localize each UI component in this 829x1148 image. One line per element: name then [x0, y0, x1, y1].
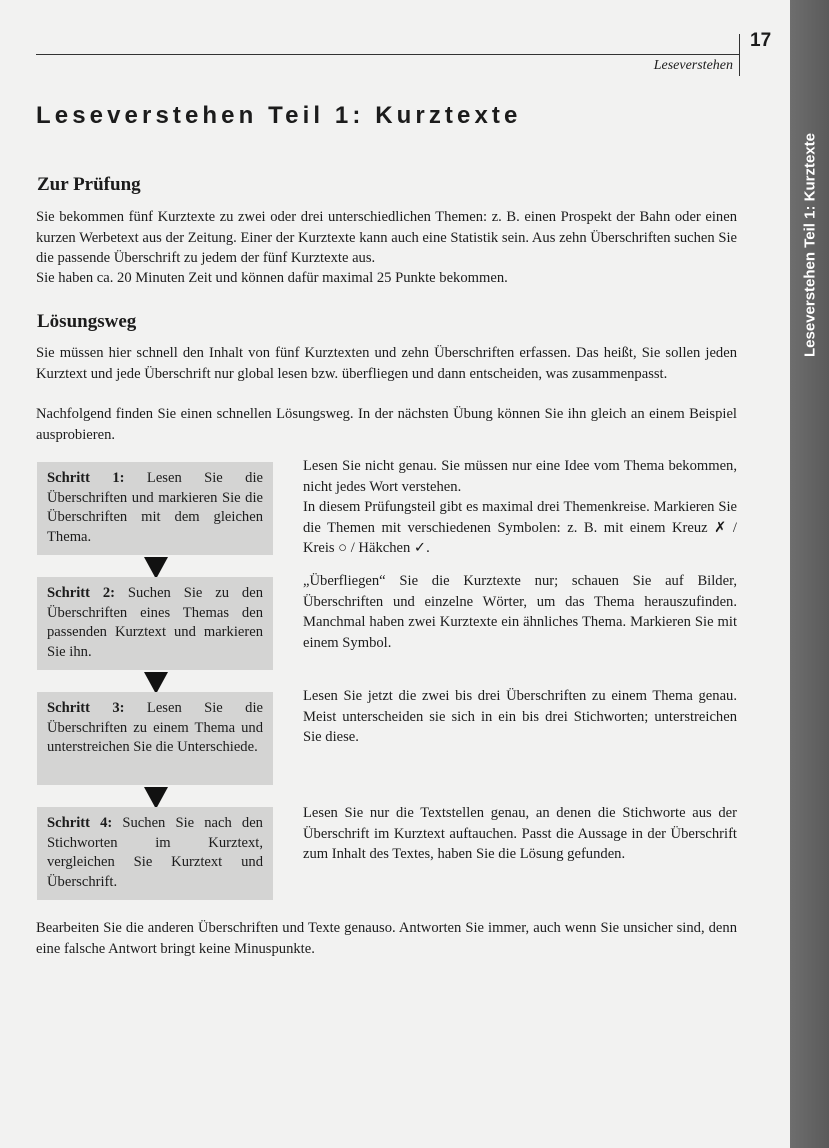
- step-label: Schritt 3:: [47, 700, 125, 716]
- step-explanation-4: Lesen Sie nur die Textstellen genau, an denen die Stichworte aus der Überschrift im Kurztext auftauchen. Passt die Aussage in der Überschrift zum Inhalt des Textes, haben Sie die Lösung gefunden.: [303, 805, 737, 863]
- step-label: Schritt 2:: [47, 585, 115, 601]
- page-title: Leseverstehen Teil 1: Kurztexte: [36, 102, 522, 129]
- header-rule: [36, 54, 740, 55]
- step-instruction: Suchen Sie nach den Stichworten im Kurztext, vergleichen Sie Kurztext und Überschrift.: [47, 815, 263, 890]
- step-box-1: [37, 462, 273, 555]
- down-arrow-icon: [144, 557, 168, 579]
- step-explanation-2: „Überfliegen“ Sie die Kurztexte nur; schauen Sie auf Bilder, Überschriften und einzelne Wörter, um das Thema herauszufinden. Manchmal haben zwei Kurztexte ein ähnliches Thema. Markieren Sie mit einem Symbol.: [303, 573, 737, 651]
- header-divider: [739, 34, 740, 76]
- pruefung-paragraph-1: Sie bekommen fünf Kurztexte zu zwei oder drei unterschiedlichen Themen: z. B. einen Prospekt der Bahn oder einen kurzen Werbetext aus der Zeitung. Einer der Kurztexte kann auch eine Statistik sein. Aus zehn Überschriften suchen Sie die passende Überschrift zu jedem der fünf Kurztexte aus.: [36, 209, 737, 267]
- running-head: Leseverstehen: [653, 58, 733, 73]
- step-label: Schritt 4:: [47, 815, 113, 831]
- step-instruction: Suchen Sie zu den Überschriften eines Themas den passenden Kurztext und markieren Sie ihn.: [47, 585, 263, 660]
- page-number: 17: [750, 30, 772, 51]
- down-arrow-icon: [144, 787, 168, 809]
- section-heading-pruefung: Zur Prüfung: [37, 174, 141, 195]
- step-explanation-3: Lesen Sie jetzt die zwei bis drei Überschriften zu einem Thema genau. Meist unterscheiden sie sich in ein bis drei Stichworten; unterstreichen Sie diese.: [303, 688, 737, 746]
- pruefung-paragraph-2: Sie haben ca. 20 Minuten Zeit und können dafür maximal 25 Punkte bekommen.: [36, 270, 508, 286]
- step-instruction: Lesen Sie die Überschriften zu einem Thema und unterstreichen Sie die Unterschiede.: [47, 700, 263, 756]
- step-label: Schritt 1:: [47, 470, 125, 486]
- step-box-4: [37, 807, 273, 900]
- step-box-2: [37, 577, 273, 670]
- side-tab-label: Leseverstehen Teil 1: Kurztexte: [801, 133, 819, 357]
- loesungsweg-paragraph-1: Sie müssen hier schnell den Inhalt von fünf Kurztexten und zehn Überschriften erfassen. Das heißt, Sie sollen jeden Kurztext und jede Überschrift nur global lesen bzw. überfliegen und dann entscheiden, was zusammenpasst.: [36, 345, 737, 382]
- step-box-3: [37, 692, 273, 785]
- step-instruction: Lesen Sie die Überschriften und markieren Sie die Überschriften mit dem gleichen Thema.: [47, 470, 263, 545]
- loesungsweg-paragraph-2: Nachfolgend finden Sie einen schnellen Lösungsweg. In der nächsten Übung können Sie ihn gleich an einem Beispiel ausprobieren.: [36, 406, 737, 443]
- step-explanation-1a: Lesen Sie nicht genau. Sie müssen nur eine Idee vom Thema bekommen, nicht jedes Wort verstehen.: [303, 458, 737, 495]
- section-heading-loesungsweg: Lösungsweg: [37, 311, 137, 332]
- step-explanation-1b: In diesem Prüfungsteil gibt es maximal drei Themenkreise. Markieren Sie die Themen mit verschiedenen Symbolen: z. B. mit einem Kreuz ✗ / Kreis ○ / Häkchen ✓.: [303, 499, 737, 557]
- closing-paragraph: Bearbeiten Sie die anderen Überschriften und Texte genauso. Antworten Sie immer, auch wenn Sie unsicher sind, denn eine falsche Antwort bringt keine Minuspunkte.: [36, 920, 737, 957]
- down-arrow-icon: [144, 672, 168, 694]
